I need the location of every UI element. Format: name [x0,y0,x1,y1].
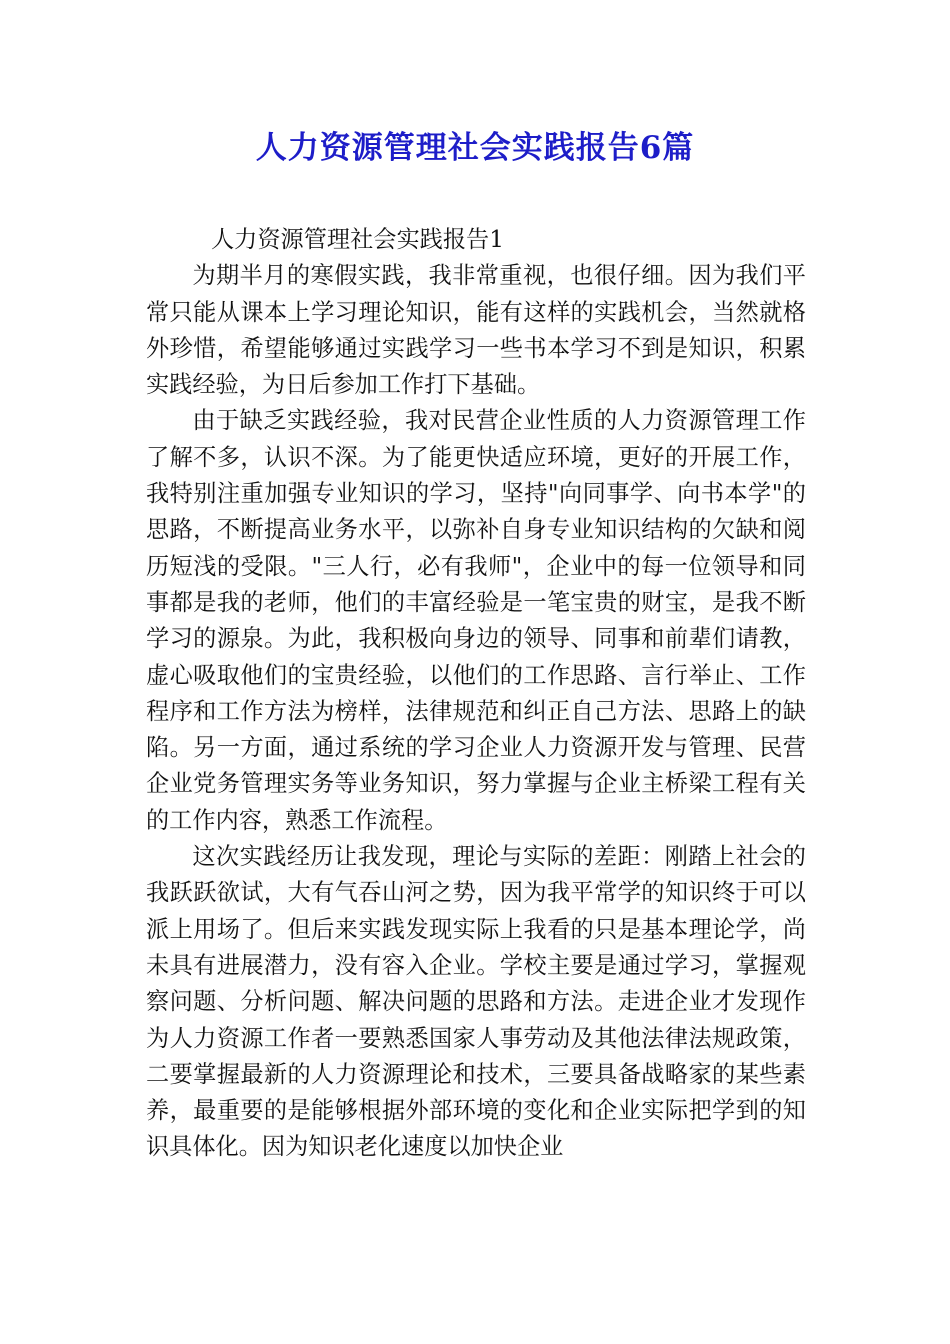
section-heading: 人力资源管理社会实践报告1 [210,226,504,253]
paragraph-3: 这次实践经历让我发现，理论与实际的差距：刚踏上社会的我跃跃欲试，大有气吞山河之势，因为我平常学的知识终于可以派上用场了。但后来实践发现实际上我看的只是基本理论学，尚未具有进展潜力，没有容入企业。学校主要是通过学习，掌握观察问题、分析问题、解决问题的思路和方法。走进企业才发现作为人力资源工作者一要熟悉国家人事劳动及其他法律法规政策，二要掌握最新的人力资源理论和技术，三要具备战略家的某些素养，最重要的是能够根据外部环境的变化和企业实际把学到的知识具体化。因为知识老化速度以加快企业 [146,843,806,1161]
paragraph-1: 为期半月的寒假实践，我非常重视，也很仔细。因为我们平常只能从课本上学习理论知识，能有这样的实践机会，当然就格外珍惜，希望能够通过实践学习一些书本学习不到是知识，积累实践经验，为日后参加工作打下基础。 [146,262,806,399]
document-title: 人力资源管理社会实践报告6篇 [255,130,695,166]
paragraph-2: 由于缺乏实践经验，我对民营企业性质的人力资源管理工作了解不多，认识不深。为了能更快适应环境，更好的开展工作，我特别注重加强专业知识的学习，坚持"向同事学、向书本学"的思路，不断提高业务水平，以弥补自身专业知识结构的欠缺和阅历短浅的受限。"三人行，必有我师"，企业中的每一位领导和同事都是我的老师，他们的丰富经验是一笔宝贵的财宝，是我不断学习的源泉。为此，我积极向身边的领导、同事和前辈们请教，虚心吸取他们的宝贵经验，以他们的工作思路、言行举止、工作程序和工作方法为榜样，法律规范和纠正自己方法、思路上的缺陷。另一方面，通过系统的学习企业人力资源开发与管理、民营企业党务管理实务等业务知识，努力掌握与企业主桥梁工程有关的工作内容，熟悉工作流程。 [146,407,806,834]
document-body [146,222,806,1166]
